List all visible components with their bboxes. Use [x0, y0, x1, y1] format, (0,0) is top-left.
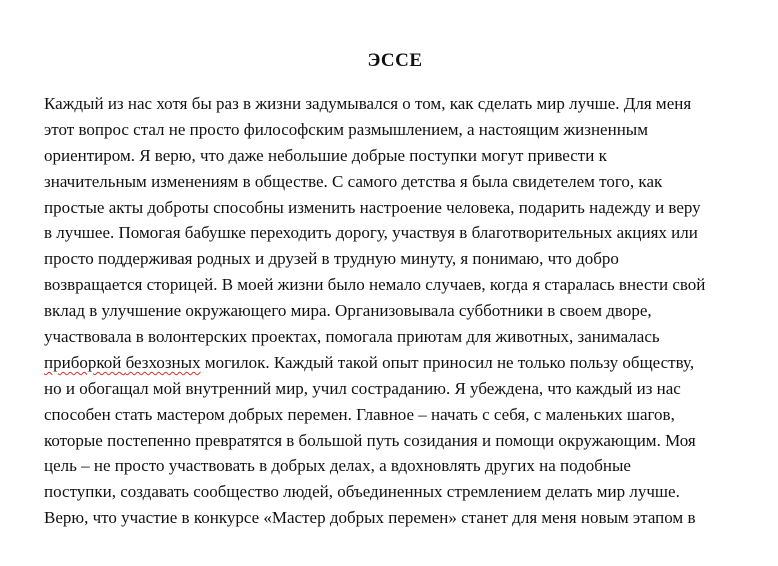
essay-line: способен стать мастером добрых перемен. Главное – начать с себя, с маленьких шагов,	[44, 404, 675, 424]
essay-line: просто поддерживая родных и друзей в трудную минуту, я понимаю, что добро	[44, 249, 619, 269]
essay-line: которые постепенно превратятся в большой путь созидания и помощи окружающим. Моя	[44, 430, 696, 450]
essay-line: цель – не просто участвовать в добрых делах, а вдохновлять других на подобные	[44, 456, 631, 476]
essay-line-with-spelling-marks	[44, 350, 764, 376]
essay-line: ориентиром. Я верю, что даже небольшие добрые поступки могут привести к	[44, 145, 607, 165]
essay-title: ЭССЕ	[367, 50, 423, 71]
essay-line: но и обогащал мой внутренний мир, учил состраданию. Я убеждена, что каждый из нас	[44, 378, 681, 398]
essay-line: этот вопрос стал не просто философским размышлением, а настоящим жизненным	[44, 119, 648, 139]
essay-line: участвовала в волонтерских проектах, помогала приютам для животных, занималась	[44, 327, 660, 347]
essay-line: Верю, что участие в конкурсе «Мастер добрых перемен» станет для меня новым этапом в	[44, 508, 696, 528]
essay-line: возвращается сторицей. В моей жизни было немало случаев, когда я старалась внести свой	[44, 275, 706, 295]
misspelled-word[interactable]: приборкой	[44, 352, 122, 372]
essay-line: поступки, создавать сообщество людей, объединенных стремлением делать мир лучше.	[44, 482, 680, 502]
essay-line: простые акты доброты способны изменить настроение человека, подарить надежду и веру	[44, 197, 701, 217]
misspelled-word[interactable]: безхозных	[125, 352, 201, 372]
essay-line: в лучшее. Помогая бабушке переходить дорогу, участвуя в благотворительных акциях или	[44, 223, 698, 243]
essay-body	[44, 91, 764, 531]
essay-line: значительным изменениям в обществе. С самого детства я была свидетелем того, как	[44, 171, 663, 191]
essay-line: Каждый из нас хотя бы раз в жизни задумывался о том, как сделать мир лучше. Для меня	[44, 94, 692, 113]
essay-line-rest: могилок. Каждый такой опыт приносил не только пользу обществу,	[200, 352, 695, 372]
essay-line: вклад в улучшение окружающего мира. Организовывала субботники в своем дворе,	[44, 301, 652, 321]
